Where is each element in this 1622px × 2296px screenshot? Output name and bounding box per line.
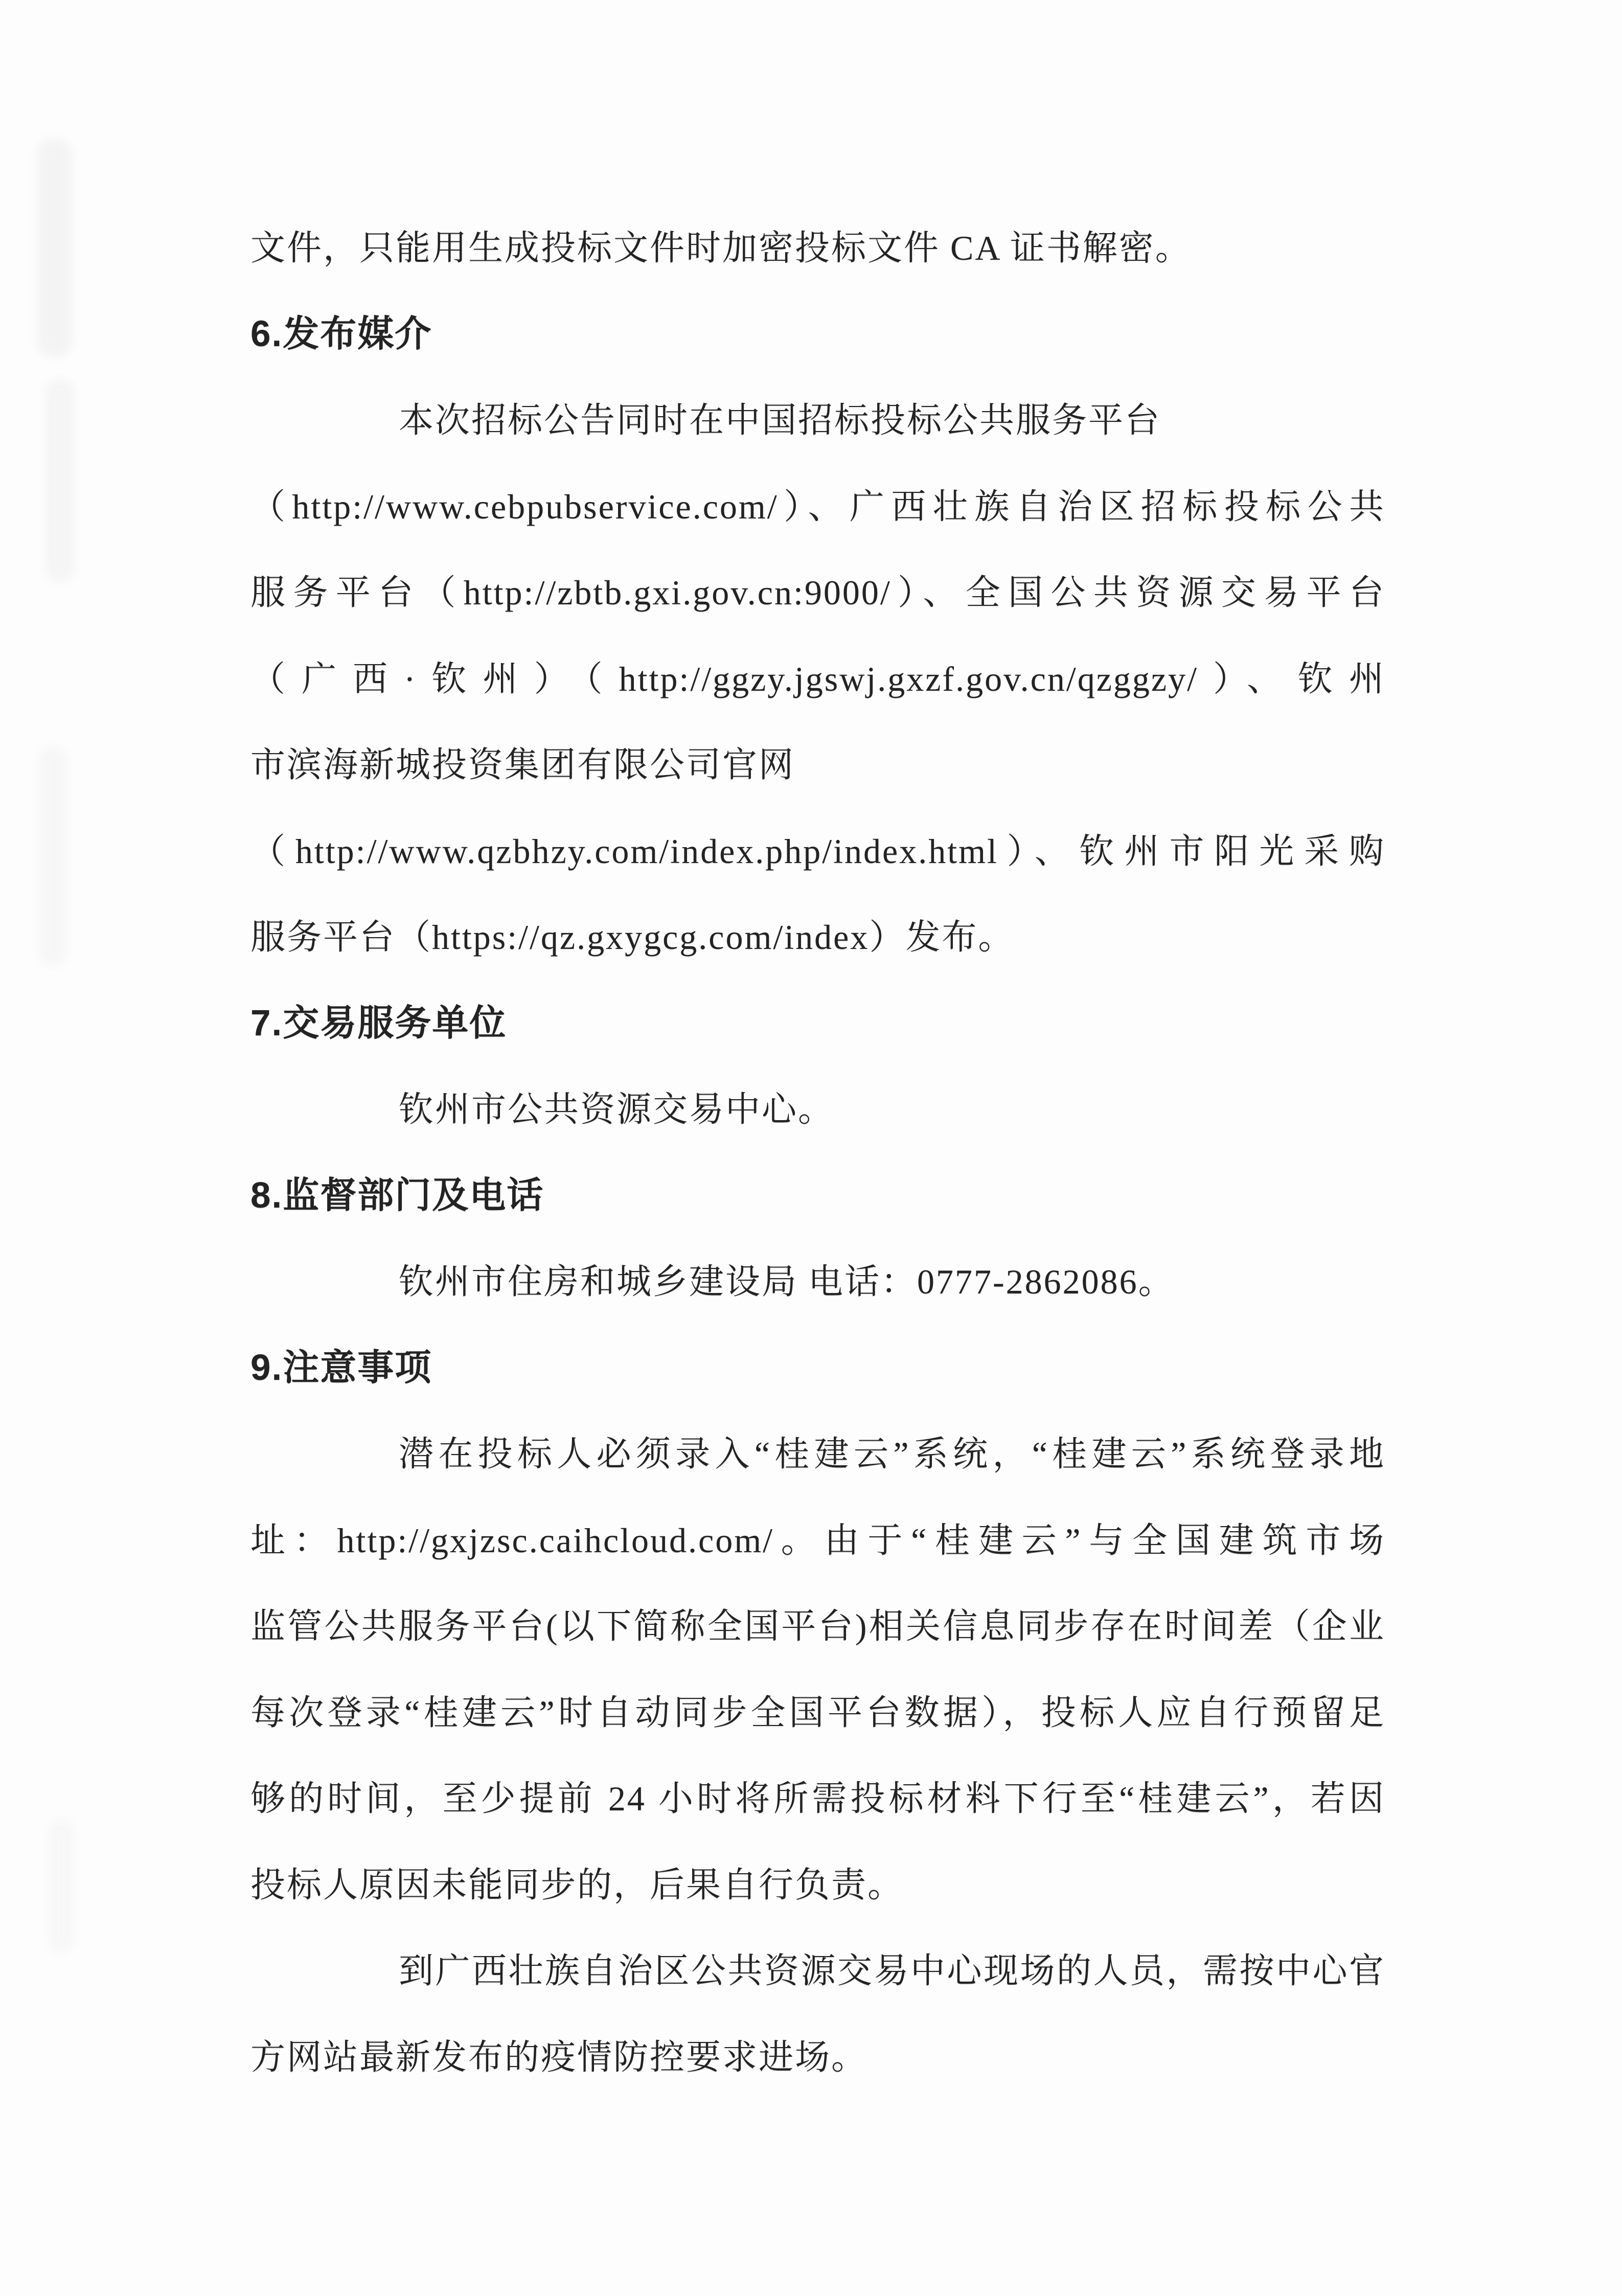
scan-smudge [39, 746, 67, 966]
line-guangxi-qinzhou-ggzy-url: （广西·钦州）（http://ggzy.jgswj.gxzf.gov.cn/qzggzy/）、钦州 [250, 659, 1385, 698]
line-national-platform-sync-1: 监管公共服务平台(以下简称全国平台)相关信息同步存在时间差（企业 [250, 1607, 1385, 1646]
heading-7-trading-service-unit: 7.交易服务单位 [250, 1003, 507, 1043]
scan-smudge [45, 378, 75, 583]
scan-smudge [49, 1820, 74, 1953]
heading-6-publish-media: 6.发布媒介 [250, 313, 432, 354]
line-guijianyun-login-1: 潜在投标人必须录入“桂建云”系统，“桂建云”系统登录地 [399, 1435, 1385, 1473]
announcement-text-block [250, 205, 1385, 2100]
scan-smudge [37, 138, 73, 358]
line-zbtb-gxi-url: 服务平台（http://zbtb.gxi.gov.cn:9000/）、全国公共资源交易平台 [250, 573, 1385, 612]
line-announcement-platforms-intro: 本次招标公告同时在中国招标投标公共服务平台 [399, 401, 1161, 440]
line-reserve-time-24h: 够的时间，至少提前 24 小时将所需投标材料下行至“桂建云”，若因 [250, 1779, 1385, 1818]
line-national-platform-sync-2: 每次登录“桂建云”时自动同步全国平台数据），投标人应自行预留足 [250, 1693, 1385, 1732]
body-line-ca-decrypt: 文件，只能用生成投标文件时加密投标文件 CA 证书解密。 [250, 229, 1192, 267]
line-guijianyun-login-2: 址：http://gxjzsc.caihcloud.com/。由于“桂建云”与全国建筑市场 [250, 1520, 1385, 1560]
line-housing-bureau-phone: 钦州市住房和城乡建设局 电话：0777-2862086。 [399, 1262, 1175, 1301]
heading-8-supervision-dept-phone: 8.监督部门及电话 [250, 1175, 544, 1216]
heading-9-notes: 9.注意事项 [250, 1347, 432, 1388]
line-gxygcg-url-publish: 服务平台（https://qz.gxygcg.com/index）发布。 [250, 918, 1015, 957]
line-epidemic-prevention-entry: 方网站最新发布的疫情防控要求进场。 [250, 2037, 868, 2077]
line-onsite-personnel-requirement: 到广西壮族自治区公共资源交易中心现场的人员，需按中心官 [399, 1951, 1385, 1990]
line-cebpubservice-url: （http://www.cebpubservice.com/）、广西壮族自治区招标投标公共 [250, 487, 1385, 526]
line-binhai-group-website: 市滨海新城投资集团有限公司官网 [250, 745, 795, 784]
line-qinzhou-public-resource-center: 钦州市公共资源交易中心。 [399, 1090, 835, 1129]
line-qzbhzy-url: （http://www.qzbhzy.com/index.php/index.html）、钦州市阳光采购 [250, 831, 1385, 871]
line-bidder-responsibility: 投标人原因未能同步的，后果自行负责。 [250, 1865, 904, 1904]
